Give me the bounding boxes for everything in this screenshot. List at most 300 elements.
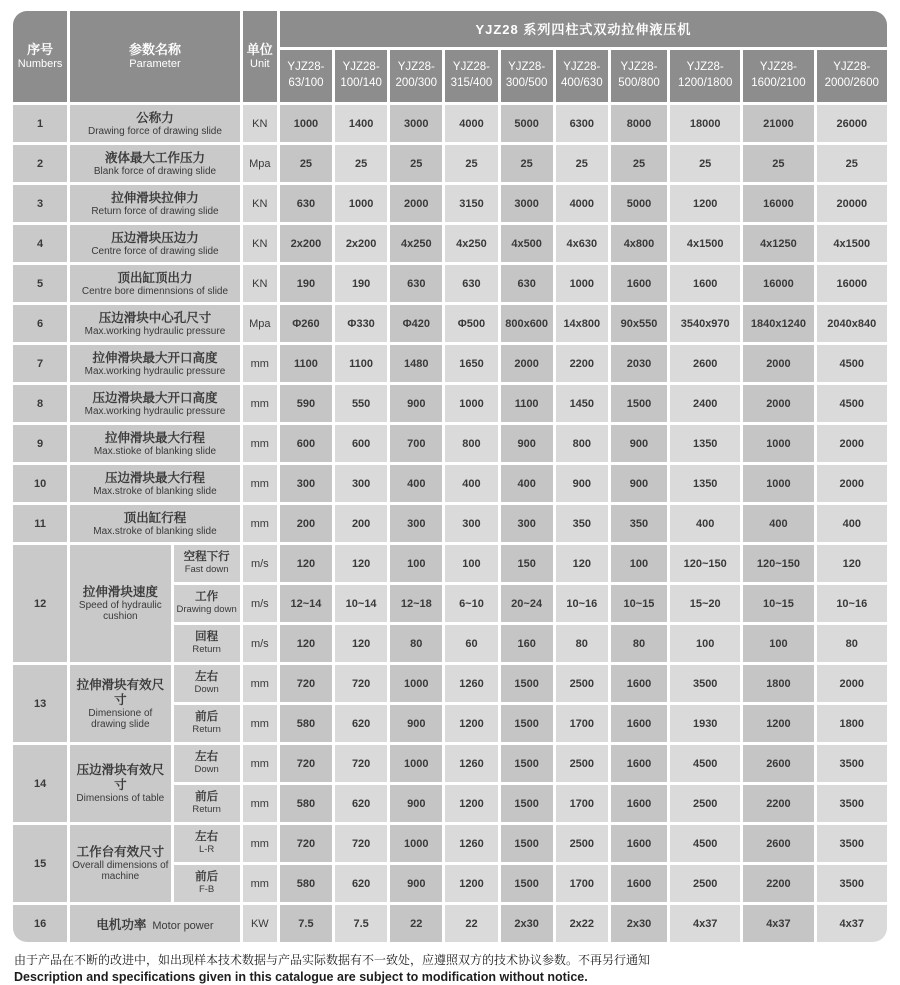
value-cell: 900 bbox=[390, 785, 442, 822]
param-cell bbox=[70, 425, 240, 462]
value-cell: 25 bbox=[817, 145, 887, 182]
value-cell: 630 bbox=[501, 265, 553, 302]
label-en: Return bbox=[192, 644, 221, 656]
label-en: Max.working hydraulic pressure bbox=[84, 365, 226, 377]
value-cell: 2000 bbox=[743, 345, 813, 382]
value-cell: 100 bbox=[743, 625, 813, 662]
row-number: 13 bbox=[13, 665, 67, 742]
param-cell bbox=[70, 545, 170, 662]
value-cell: 1200 bbox=[445, 785, 497, 822]
value-cell: 3500 bbox=[817, 865, 887, 902]
value-cell: 1000 bbox=[280, 105, 332, 142]
value-cell: 1600 bbox=[611, 665, 667, 702]
label-zh: 拉伸滑块最大开口高度 bbox=[92, 350, 218, 365]
value-cell: 630 bbox=[445, 265, 497, 302]
value-cell: 4500 bbox=[670, 745, 740, 782]
value-cell: 400 bbox=[743, 505, 813, 542]
sub-param-cell bbox=[174, 705, 240, 742]
model-header-1 bbox=[280, 50, 332, 102]
label-zh: 压边滑块中心孔尺寸 bbox=[98, 310, 212, 325]
label-zh: 前后 bbox=[195, 791, 219, 804]
table-row bbox=[13, 505, 887, 542]
table-row bbox=[13, 465, 887, 502]
model-size: 1600/2100 bbox=[751, 77, 806, 89]
model-header-7 bbox=[611, 50, 667, 102]
value-cell: 400 bbox=[445, 465, 497, 502]
value-cell: 8000 bbox=[611, 105, 667, 142]
spec-table bbox=[10, 8, 890, 945]
value-cell: 1500 bbox=[501, 785, 553, 822]
label-zh: 液体最大工作压力 bbox=[104, 150, 205, 165]
label-en: Down bbox=[194, 764, 219, 776]
value-cell: 4500 bbox=[817, 385, 887, 422]
unit-cell: KN bbox=[243, 225, 277, 262]
unit-cell: mm bbox=[243, 385, 277, 422]
value-cell: 16000 bbox=[743, 265, 813, 302]
value-cell: 26000 bbox=[817, 105, 887, 142]
table-row bbox=[13, 905, 887, 942]
value-cell: 2200 bbox=[743, 865, 813, 902]
value-cell: 800x600 bbox=[501, 305, 553, 342]
value-cell: 720 bbox=[335, 665, 387, 702]
row-number: 16 bbox=[13, 905, 67, 942]
value-cell: 3540x970 bbox=[670, 305, 740, 342]
label-en: Dimensione of drawing slide bbox=[88, 707, 153, 730]
value-cell: 120 bbox=[817, 545, 887, 582]
value-cell: 1100 bbox=[335, 345, 387, 382]
value-cell: 1700 bbox=[556, 705, 608, 742]
param-cell bbox=[70, 145, 240, 182]
value-cell: 1400 bbox=[335, 105, 387, 142]
row-number: 8 bbox=[13, 385, 67, 422]
value-cell: 300 bbox=[335, 465, 387, 502]
value-cell: 15~20 bbox=[670, 585, 740, 622]
row-number: 14 bbox=[13, 745, 67, 822]
value-cell: 1600 bbox=[670, 265, 740, 302]
label-en: Return force of drawing slide bbox=[91, 205, 219, 217]
footer-note-zh: 由于产品在不断的改进中，如出现样本技术数据与产品实际数据有不一致处，应遵照双方的技术协议参数。不再另行通知 bbox=[14, 953, 651, 967]
value-cell: 1600 bbox=[611, 825, 667, 862]
value-cell: 80 bbox=[817, 625, 887, 662]
value-cell: 2x30 bbox=[611, 905, 667, 942]
model-prefix: YJZ28- bbox=[397, 61, 435, 74]
value-cell: 120 bbox=[335, 625, 387, 662]
param-cell bbox=[70, 185, 240, 222]
label-en: Max.working hydraulic pressure bbox=[84, 405, 226, 417]
model-size: 315/400 bbox=[450, 77, 493, 89]
value-cell: 2030 bbox=[611, 345, 667, 382]
value-cell: 16000 bbox=[743, 185, 813, 222]
value-cell: 720 bbox=[280, 665, 332, 702]
value-cell: 10~15 bbox=[743, 585, 813, 622]
model-size: 63/100 bbox=[288, 77, 324, 89]
value-cell: 580 bbox=[280, 865, 332, 902]
unit-cell: mm bbox=[243, 745, 277, 782]
value-cell: 1260 bbox=[445, 665, 497, 702]
header-numbers-en: Numbers bbox=[17, 58, 63, 71]
label-en: Centre force of drawing slide bbox=[91, 245, 219, 257]
row-number: 11 bbox=[13, 505, 67, 542]
value-cell: 10~16 bbox=[817, 585, 887, 622]
value-cell: 630 bbox=[390, 265, 442, 302]
value-cell: 700 bbox=[390, 425, 442, 462]
row-number: 10 bbox=[13, 465, 67, 502]
value-cell: 600 bbox=[335, 425, 387, 462]
footer-note-en: Description and specifications given in this catalogue are subject to modification without notice. bbox=[14, 970, 588, 984]
value-cell: 5000 bbox=[501, 105, 553, 142]
value-cell: 1480 bbox=[390, 345, 442, 382]
value-cell: 1600 bbox=[611, 785, 667, 822]
value-cell: 20~24 bbox=[501, 585, 553, 622]
label-zh: 压边滑块最大开口高度 bbox=[92, 390, 218, 405]
value-cell: 120 bbox=[556, 545, 608, 582]
param-cell bbox=[70, 905, 240, 942]
value-cell: 4x1500 bbox=[670, 225, 740, 262]
label-en: Drawing force of drawing slide bbox=[87, 125, 222, 137]
value-cell: 2x30 bbox=[501, 905, 553, 942]
value-cell: 590 bbox=[280, 385, 332, 422]
label-zh: 拉伸滑块最大行程 bbox=[104, 430, 205, 445]
header-unit bbox=[243, 11, 277, 102]
value-cell: 1700 bbox=[556, 785, 608, 822]
value-cell: 1500 bbox=[611, 385, 667, 422]
unit-cell: mm bbox=[243, 505, 277, 542]
sub-param-cell bbox=[174, 545, 240, 582]
value-cell: 1800 bbox=[743, 665, 813, 702]
value-cell: 100 bbox=[670, 625, 740, 662]
model-prefix: YJZ28- bbox=[287, 61, 325, 74]
unit-cell: mm bbox=[243, 825, 277, 862]
value-cell: 620 bbox=[335, 785, 387, 822]
row-number: 6 bbox=[13, 305, 67, 342]
unit-cell: KN bbox=[243, 265, 277, 302]
value-cell: 100 bbox=[611, 545, 667, 582]
label-en: Motor power bbox=[152, 919, 214, 932]
model-prefix: YJZ28- bbox=[342, 61, 380, 74]
sub-param-cell bbox=[174, 785, 240, 822]
value-cell: 2500 bbox=[556, 825, 608, 862]
unit-cell: m/s bbox=[243, 545, 277, 582]
value-cell: 3500 bbox=[817, 785, 887, 822]
value-cell: 1260 bbox=[445, 745, 497, 782]
table-row bbox=[13, 345, 887, 382]
value-cell: 400 bbox=[817, 505, 887, 542]
header-parameter bbox=[70, 11, 240, 102]
row-number: 9 bbox=[13, 425, 67, 462]
series-title: YJZ28 系列四柱式双动拉伸液压机 bbox=[280, 11, 887, 47]
label-en: Down bbox=[194, 684, 219, 696]
unit-cell: mm bbox=[243, 705, 277, 742]
param-cell bbox=[70, 665, 170, 742]
sub-param-cell bbox=[174, 865, 240, 902]
label-en: L-R bbox=[198, 844, 215, 856]
value-cell: 120 bbox=[280, 625, 332, 662]
value-cell: 620 bbox=[335, 705, 387, 742]
model-prefix: YJZ28- bbox=[563, 61, 601, 74]
value-cell: 12~18 bbox=[390, 585, 442, 622]
param-cell bbox=[70, 745, 170, 822]
model-header-9 bbox=[743, 50, 813, 102]
param-cell bbox=[70, 305, 240, 342]
label-zh: 前后 bbox=[195, 711, 219, 724]
value-cell: 1350 bbox=[670, 465, 740, 502]
label-en: Return bbox=[192, 724, 221, 736]
unit-cell: KW bbox=[243, 905, 277, 942]
value-cell: 900 bbox=[501, 425, 553, 462]
value-cell: 25 bbox=[556, 145, 608, 182]
model-prefix: YJZ28- bbox=[452, 61, 490, 74]
value-cell: 80 bbox=[390, 625, 442, 662]
value-cell: 3500 bbox=[670, 665, 740, 702]
value-cell: 5000 bbox=[611, 185, 667, 222]
value-cell: 2040x840 bbox=[817, 305, 887, 342]
value-cell: 1200 bbox=[445, 865, 497, 902]
value-cell: 2000 bbox=[817, 465, 887, 502]
value-cell: 900 bbox=[556, 465, 608, 502]
value-cell: 25 bbox=[501, 145, 553, 182]
value-cell: 1800 bbox=[817, 705, 887, 742]
model-size: 2000/2600 bbox=[824, 77, 879, 89]
value-cell: 1000 bbox=[556, 265, 608, 302]
value-cell: 620 bbox=[335, 865, 387, 902]
value-cell: 3500 bbox=[817, 745, 887, 782]
label-en: Blank force of drawing slide bbox=[93, 165, 217, 177]
label-zh: 拉伸滑块有效尺寸 bbox=[76, 677, 165, 707]
value-cell: 160 bbox=[501, 625, 553, 662]
param-cell bbox=[70, 345, 240, 382]
label-zh: 左右 bbox=[195, 751, 219, 764]
value-cell: 2500 bbox=[670, 785, 740, 822]
value-cell: 6300 bbox=[556, 105, 608, 142]
param-cell bbox=[70, 385, 240, 422]
value-cell: 25 bbox=[611, 145, 667, 182]
param-cell bbox=[70, 105, 240, 142]
value-cell: 1650 bbox=[445, 345, 497, 382]
sub-param-cell bbox=[174, 825, 240, 862]
unit-cell: mm bbox=[243, 425, 277, 462]
param-cell bbox=[70, 265, 240, 302]
param-cell bbox=[70, 465, 240, 502]
value-cell: 1000 bbox=[390, 745, 442, 782]
table-row bbox=[13, 425, 887, 462]
value-cell: 120~150 bbox=[670, 545, 740, 582]
label-en: Speed of hydraulic cushion bbox=[78, 600, 162, 622]
value-cell: 1200 bbox=[670, 185, 740, 222]
unit-cell: Mpa bbox=[243, 305, 277, 342]
unit-cell: mm bbox=[243, 665, 277, 702]
param-cell bbox=[70, 225, 240, 262]
value-cell: 1600 bbox=[611, 745, 667, 782]
value-cell: 190 bbox=[335, 265, 387, 302]
model-header-10 bbox=[817, 50, 887, 102]
value-cell: 25 bbox=[743, 145, 813, 182]
label-zh: 工作 bbox=[195, 591, 219, 604]
value-cell: 2000 bbox=[743, 385, 813, 422]
value-cell: 3000 bbox=[390, 105, 442, 142]
table-row bbox=[13, 105, 887, 142]
value-cell: 2600 bbox=[670, 345, 740, 382]
value-cell: 120 bbox=[280, 545, 332, 582]
label-zh: 拉伸滑块速度 bbox=[82, 585, 158, 599]
label-zh: 压边滑块最大行程 bbox=[104, 470, 205, 485]
value-cell: 1450 bbox=[556, 385, 608, 422]
sub-param-cell bbox=[174, 585, 240, 622]
value-cell: 2400 bbox=[670, 385, 740, 422]
header-unit-zh: 单位 bbox=[246, 41, 273, 57]
value-cell: 1200 bbox=[445, 705, 497, 742]
value-cell: 2200 bbox=[556, 345, 608, 382]
value-cell: 1000 bbox=[390, 825, 442, 862]
label-zh: 工作台有效尺寸 bbox=[76, 845, 165, 859]
value-cell: 4x630 bbox=[556, 225, 608, 262]
unit-cell: m/s bbox=[243, 585, 277, 622]
header-numbers bbox=[13, 11, 67, 102]
unit-cell: KN bbox=[243, 185, 277, 222]
label-zh: 空程下行 bbox=[183, 551, 230, 564]
value-cell: 1000 bbox=[445, 385, 497, 422]
value-cell: 2000 bbox=[390, 185, 442, 222]
table-row bbox=[13, 745, 887, 782]
model-prefix: YJZ28- bbox=[686, 61, 724, 74]
value-cell: 80 bbox=[556, 625, 608, 662]
value-cell: 2x200 bbox=[335, 225, 387, 262]
value-cell: 4x250 bbox=[390, 225, 442, 262]
value-cell: 150 bbox=[501, 545, 553, 582]
value-cell: 4x37 bbox=[670, 905, 740, 942]
table-header bbox=[13, 11, 887, 102]
value-cell: 16000 bbox=[817, 265, 887, 302]
value-cell: 4x37 bbox=[743, 905, 813, 942]
value-cell: 4x1250 bbox=[743, 225, 813, 262]
value-cell: 1500 bbox=[501, 825, 553, 862]
value-cell: 2600 bbox=[743, 745, 813, 782]
value-cell: 1600 bbox=[611, 265, 667, 302]
label-en: Max.stroke of blanking slide bbox=[93, 485, 217, 497]
value-cell: 1700 bbox=[556, 865, 608, 902]
value-cell: 1500 bbox=[501, 865, 553, 902]
value-cell: 720 bbox=[280, 745, 332, 782]
label-en: Max.stioke of blanking slide bbox=[93, 445, 217, 457]
model-header-3 bbox=[390, 50, 442, 102]
label-zh: 左右 bbox=[195, 831, 219, 844]
value-cell: 200 bbox=[280, 505, 332, 542]
value-cell: 2500 bbox=[670, 865, 740, 902]
header-parameter-zh: 参数名称 bbox=[128, 41, 181, 57]
value-cell: 400 bbox=[501, 465, 553, 502]
row-number: 4 bbox=[13, 225, 67, 262]
value-cell: 2000 bbox=[817, 665, 887, 702]
model-size: 300/500 bbox=[505, 77, 548, 89]
value-cell: 1260 bbox=[445, 825, 497, 862]
value-cell: 21000 bbox=[743, 105, 813, 142]
table-row bbox=[13, 825, 887, 862]
value-cell: 800 bbox=[445, 425, 497, 462]
label-zh: 电机功率 bbox=[96, 917, 147, 932]
value-cell: 1100 bbox=[501, 385, 553, 422]
label-zh: 顶出缸行程 bbox=[123, 510, 187, 525]
value-cell: 120 bbox=[335, 545, 387, 582]
label-zh: 左右 bbox=[195, 671, 219, 684]
value-cell: 2600 bbox=[743, 825, 813, 862]
table-row bbox=[13, 265, 887, 302]
sub-param-cell bbox=[174, 665, 240, 702]
value-cell: 2x200 bbox=[280, 225, 332, 262]
header-numbers-zh: 序号 bbox=[27, 41, 54, 57]
model-size: 500/800 bbox=[618, 77, 660, 89]
label-en: Overall dimensions of machine bbox=[72, 860, 169, 882]
value-cell: 4000 bbox=[556, 185, 608, 222]
value-cell: 900 bbox=[390, 385, 442, 422]
table-row bbox=[13, 185, 887, 222]
value-cell: 2000 bbox=[817, 425, 887, 462]
value-cell: 1200 bbox=[743, 705, 813, 742]
table-row bbox=[13, 145, 887, 182]
value-cell: 25 bbox=[335, 145, 387, 182]
value-cell: 6~10 bbox=[445, 585, 497, 622]
value-cell: 900 bbox=[390, 865, 442, 902]
label-zh: 压边滑块压边力 bbox=[111, 230, 199, 245]
label-zh: 前后 bbox=[195, 871, 219, 884]
table-row bbox=[13, 545, 887, 582]
value-cell: 200 bbox=[335, 505, 387, 542]
value-cell: 300 bbox=[280, 465, 332, 502]
value-cell: 10~15 bbox=[611, 585, 667, 622]
row-number: 15 bbox=[13, 825, 67, 902]
table-row bbox=[13, 225, 887, 262]
label-en: Drawing down bbox=[176, 604, 237, 616]
label-en: Max.working hydraulic pressure bbox=[84, 325, 226, 337]
label-en: Return bbox=[192, 804, 221, 816]
label-zh: 拉伸滑块拉伸力 bbox=[111, 190, 199, 205]
value-cell: 1500 bbox=[501, 745, 553, 782]
value-cell: 1600 bbox=[611, 865, 667, 902]
model-prefix: YJZ28- bbox=[620, 61, 658, 74]
value-cell: 3150 bbox=[445, 185, 497, 222]
value-cell: 720 bbox=[280, 825, 332, 862]
unit-cell: KN bbox=[243, 105, 277, 142]
value-cell: 2200 bbox=[743, 785, 813, 822]
value-cell: 3500 bbox=[817, 825, 887, 862]
label-zh: 顶出缸顶出力 bbox=[117, 270, 193, 285]
row-number: 12 bbox=[13, 545, 67, 662]
row-number: 1 bbox=[13, 105, 67, 142]
value-cell: 1000 bbox=[335, 185, 387, 222]
table-body bbox=[13, 105, 887, 942]
value-cell: 4x800 bbox=[611, 225, 667, 262]
value-cell: 1000 bbox=[743, 425, 813, 462]
model-prefix: YJZ28- bbox=[833, 61, 871, 74]
value-cell: 1000 bbox=[743, 465, 813, 502]
value-cell: 2x22 bbox=[556, 905, 608, 942]
value-cell: 10~14 bbox=[335, 585, 387, 622]
value-cell: 720 bbox=[335, 825, 387, 862]
table-row bbox=[13, 385, 887, 422]
value-cell: 190 bbox=[280, 265, 332, 302]
value-cell: 1350 bbox=[670, 425, 740, 462]
value-cell: 800 bbox=[556, 425, 608, 462]
label-en: Dimensions of table bbox=[76, 793, 165, 804]
value-cell: 2500 bbox=[556, 745, 608, 782]
value-cell: 22 bbox=[445, 905, 497, 942]
value-cell: Φ500 bbox=[445, 305, 497, 342]
value-cell: 580 bbox=[280, 785, 332, 822]
value-cell: 25 bbox=[280, 145, 332, 182]
row-number: 5 bbox=[13, 265, 67, 302]
value-cell: 100 bbox=[390, 545, 442, 582]
label-en: Centre bore dimennsions of slide bbox=[81, 285, 229, 297]
footer-note bbox=[14, 951, 888, 985]
param-cell bbox=[70, 505, 240, 542]
